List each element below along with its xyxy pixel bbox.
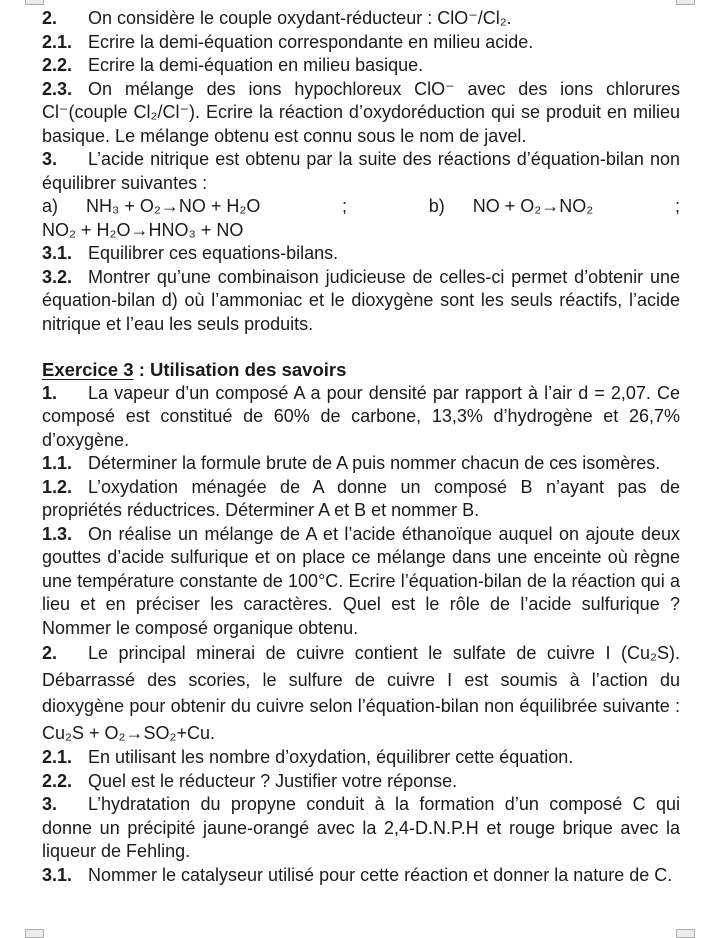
item-number: 2.2.: [42, 55, 73, 75]
item-number: 2.: [42, 643, 58, 663]
crop-handle-top-right-icon[interactable]: [676, 0, 695, 5]
list-item: [42, 78, 680, 149]
list-item: [42, 31, 680, 55]
item-text: Quel est le réducteur ? Justifier votre réponse.: [88, 770, 458, 791]
list-item: [42, 770, 680, 794]
list-item: [42, 793, 680, 864]
item-text: Déterminer la formule brute de A puis nommer chacun de ces isomères.: [88, 453, 661, 473]
item-number: 2.1.: [42, 31, 73, 52]
item-number: 3.2.: [42, 266, 73, 287]
equation-row: [42, 195, 680, 219]
item-number: 2.1.: [42, 747, 73, 767]
list-item: [42, 242, 680, 266]
item-number: 2.2.: [42, 770, 73, 791]
item-number: 3.1.: [42, 864, 73, 885]
item-number: 1.2.: [42, 476, 73, 497]
item-text: On mélange des ions hypochloreux ClO⁻ avec des ions chlorures Cl⁻(couple Cl₂/Cl⁻). Ecrire la réaction d’oxydoréduction qui se produit en milieu basique. Le mélange obtenu est connu sous le nom de javel.: [42, 78, 680, 146]
item-number: 1.: [42, 382, 58, 403]
equation: [429, 195, 594, 219]
item-text: La vapeur d’un composé A a pour densité par rapport à l’air d = 2,07. Ce composé est constitué de 60% de carbone, 13,3% d’hydrogène et 26,7% d’oxygène.: [42, 382, 680, 450]
item-number: 3.: [42, 149, 58, 169]
item-number: 2.3.: [42, 78, 73, 99]
item-text: L’hydratation du propyne conduit à la formation d’un composé C qui donne un précipité jaune-orangé avec la 2,4-D.N.P.H et rouge brique avec la liqueur de Fehling.: [42, 794, 680, 861]
equation-separator: ;: [674, 196, 680, 216]
section-heading: [42, 358, 680, 382]
list-item: [42, 523, 680, 641]
equation-formula: NH₃ + O₂→NO + H₂O: [86, 196, 261, 216]
list-item: [42, 382, 680, 453]
item-text: On réalise un mélange de A et l’acide éthanoïque auquel on ajoute deux gouttes d’acide sulfurique et on place ce mélange dans une enceinte où règne une température constante de 100°C. Ecrire l’équation-bilan de la réaction qui a lieu et en préciser les caractères. Quel est le rôle de l’acide sulfurique ? Nommer le composé organique obtenu.: [42, 523, 680, 638]
list-item: [42, 148, 680, 195]
list-item: [42, 7, 680, 31]
item-text: Le principal minerai de cuivre contient le sulfate de cuivre I (Cu₂S). Débarrassé des scories, le sulfure de cuivre I est soumis à l’action du dioxygène pour obtenir du cuivre selon l’équation-bilan non équilibrée suivante : Cu₂S + O₂→SO₂+Cu.: [42, 643, 680, 743]
item-text: On considère le couple oxydant-réducteur : ClO⁻/Cl₂.: [88, 8, 512, 28]
list-item: [42, 640, 680, 746]
item-text: Montrer qu’une combinaison judicieuse de celles-ci permet d’obtenir une équation-bilan d) où l’ammoniac et le dioxygène sont les seuls réactifs, l’acide nitrique et l’eau les seuls produits.: [42, 266, 680, 334]
equation: [42, 195, 260, 219]
equation-label: b): [428, 196, 445, 216]
list-item: [42, 266, 680, 337]
item-text: Equilibrer ces equations-bilans.: [88, 243, 339, 263]
item-text: L’oxydation ménagée de A donne un composé B n’ayant pas de propriétés réductrices. Déterminer A et B et nommer B.: [42, 476, 680, 520]
equation-separator: ;: [342, 196, 348, 216]
equation-line: [42, 219, 680, 243]
list-item: [42, 452, 680, 476]
item-text: Ecrire la demi-équation correspondante en milieu acide.: [88, 31, 534, 52]
list-item: [42, 746, 680, 770]
item-number: 3.1.: [42, 243, 73, 263]
list-item: [42, 54, 680, 78]
item-number: 2.: [42, 8, 58, 28]
section-heading-title: Exercice 3: [42, 359, 134, 380]
crop-handle-top-left-icon[interactable]: [25, 0, 44, 5]
item-text: L’acide nitrique est obtenu par la suite des réactions d’équation-bilan non équilibrer suivantes :: [42, 149, 680, 193]
list-item: [42, 864, 680, 888]
list-item: [42, 476, 680, 523]
item-text: En utilisant les nombre d’oxydation, équilibrer cette équation.: [88, 747, 574, 767]
item-text: Ecrire la demi-équation en milieu basique.: [88, 55, 424, 75]
equation-formula: NO + O₂→NO₂: [472, 196, 594, 216]
item-number: 1.1.: [42, 453, 73, 473]
section-heading-subtitle: : Utilisation des savoirs: [133, 359, 347, 380]
equation-label: a): [42, 196, 59, 216]
item-number: 1.3.: [42, 523, 73, 544]
equation-formula: NO₂ + H₂O→HNO₃ + NO: [42, 219, 244, 240]
item-text: Nommer le catalyseur utilisé pour cette réaction et donner la nature de C.: [88, 864, 673, 885]
item-number: 3.: [42, 794, 58, 814]
